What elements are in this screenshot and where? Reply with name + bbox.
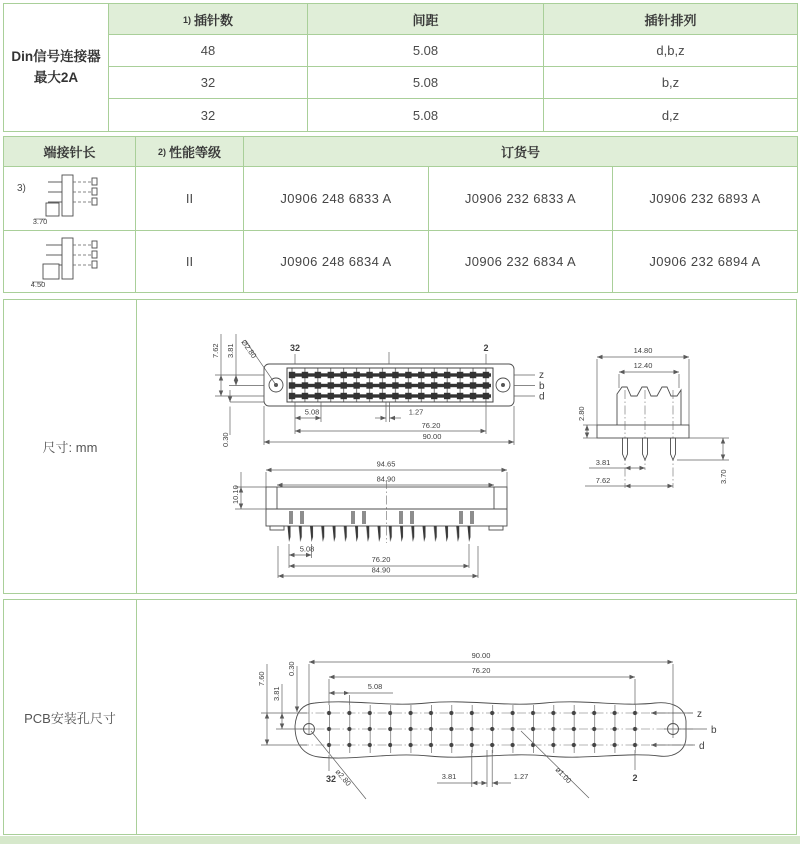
table-row bbox=[4, 35, 798, 67]
arrangement-value: d,b,z bbox=[544, 35, 798, 67]
side-dim-body: 12.40 bbox=[633, 361, 653, 370]
grade-value: II bbox=[136, 231, 244, 293]
rear-dim-pitch: 5.08 bbox=[299, 544, 315, 554]
termination-pin-diagram bbox=[30, 172, 110, 226]
pcb-pin-hole-dia: ø1.00 bbox=[553, 765, 574, 786]
pin-count-value: 32 bbox=[109, 99, 308, 132]
connector-rear-view bbox=[231, 460, 507, 579]
product-name-cell bbox=[4, 4, 109, 132]
front-dim-row-pitch: 3.81 bbox=[226, 343, 235, 358]
product-name-line2: 最大2A bbox=[33, 69, 79, 85]
termination-length-dim: 3.70 bbox=[32, 216, 47, 226]
pcb-dim-381: 3.81 bbox=[441, 772, 457, 781]
pitch-value: 5.08 bbox=[308, 67, 544, 99]
front-row-z-label: z bbox=[539, 370, 544, 381]
product-name-line1: Din信号连接器 bbox=[11, 48, 101, 64]
termination-pin-diagram bbox=[30, 235, 110, 289]
termination-diagram-cell bbox=[4, 167, 136, 231]
front-dim-offset: 0.30 bbox=[221, 432, 230, 447]
pcb-hole-drawing bbox=[137, 600, 796, 834]
front-dim-overall: 90.00 bbox=[422, 432, 442, 441]
rear-dim-height: 10.10 bbox=[231, 485, 240, 504]
col-header-termination: 端接针长 bbox=[4, 137, 136, 167]
footnote-2-marker: 2) bbox=[157, 147, 166, 157]
rear-dim-span: 76.20 bbox=[371, 555, 391, 564]
pin-count-value: 32 bbox=[109, 67, 308, 99]
termination-length-dim: 4.50 bbox=[30, 279, 45, 289]
table-row bbox=[4, 167, 798, 231]
pcb-section bbox=[3, 599, 797, 835]
col-header-pitch: 间距 bbox=[308, 4, 544, 35]
pitch-value: 5.08 bbox=[308, 99, 544, 132]
dimensions-label: 尺寸: mm bbox=[4, 300, 137, 593]
table-row bbox=[4, 67, 798, 99]
order-number: J0906 232 6893 A bbox=[613, 167, 798, 231]
termination-diagram-cell bbox=[4, 231, 136, 293]
grade-value: II bbox=[136, 167, 244, 231]
pcb-row-d-label: d bbox=[699, 741, 705, 752]
order-number: J0906 232 6894 A bbox=[613, 231, 798, 293]
pcb-hole-grid bbox=[300, 705, 693, 753]
pcb-label: PCB安装孔尺寸 bbox=[4, 600, 137, 834]
pcb-mount-hole-dia: ø2.80 bbox=[333, 767, 353, 788]
rear-dim-overall: 94.65 bbox=[376, 459, 396, 469]
rear-dim-top: 84.90 bbox=[376, 474, 396, 484]
connector-front-view bbox=[211, 334, 545, 447]
footnote-1-marker: 1) bbox=[182, 14, 191, 25]
table-row bbox=[4, 99, 798, 132]
pcb-dim-row-pitch: 3.81 bbox=[272, 686, 281, 701]
bottom-accent-strip bbox=[0, 836, 800, 844]
arrangement-value: d,z bbox=[544, 99, 798, 132]
col-header-arrangement: 插针排列 bbox=[544, 4, 798, 35]
rear-dim-pins: 84.90 bbox=[371, 565, 391, 575]
front-row-d-label: d bbox=[539, 391, 545, 403]
front-dim-contact-span: 76.20 bbox=[421, 421, 441, 430]
side-dim-pin-length: 3.70 bbox=[719, 469, 728, 484]
spec-table bbox=[3, 3, 798, 132]
connector-side-view bbox=[577, 346, 729, 488]
pcb-dim-127: 1.27 bbox=[513, 772, 529, 781]
col-header-pin-count: $^{1)}$ 插针数 bbox=[109, 4, 308, 35]
order-number: J0906 232 6833 A bbox=[429, 167, 613, 231]
order-number: J0906 232 6834 A bbox=[429, 231, 613, 293]
pcb-pin-first-label: 32 bbox=[325, 774, 337, 784]
dimension-drawings bbox=[137, 300, 796, 593]
side-dim-pin1: 3.81 bbox=[595, 458, 611, 467]
col-header-order-no: 订货号 bbox=[244, 137, 798, 167]
order-table bbox=[3, 136, 798, 293]
pcb-row-z-label: z bbox=[697, 709, 702, 720]
front-dim-row-span: 7.62 bbox=[211, 343, 220, 358]
table-row bbox=[4, 231, 798, 293]
pcb-dim-offset: 0.30 bbox=[287, 661, 296, 676]
side-dim-flange: 2.80 bbox=[577, 406, 586, 421]
footnote-3-marker: 3) bbox=[17, 183, 26, 194]
front-hole-dia-label: Ø2.80 bbox=[239, 337, 259, 360]
pcb-row-b-label: b bbox=[711, 725, 717, 736]
pin-count-value: 48 bbox=[109, 35, 308, 67]
front-pin-last-label: 2 bbox=[483, 343, 489, 353]
pitch-value: 5.08 bbox=[308, 35, 544, 67]
side-dim-width: 14.80 bbox=[633, 346, 653, 355]
pcb-dim-hole-span: 90.00 bbox=[471, 651, 491, 660]
order-number: J0906 248 6834 A bbox=[244, 231, 429, 293]
col-header-grade: $^{2)}$ 性能等级 bbox=[136, 137, 244, 167]
dimensions-section bbox=[3, 299, 797, 594]
pcb-pin-last-label: 2 bbox=[632, 773, 638, 783]
front-dim-half: 1.27 bbox=[408, 407, 424, 417]
pcb-dim-span: 76.20 bbox=[471, 666, 491, 675]
front-dim-pitch: 5.08 bbox=[304, 407, 320, 417]
arrangement-value: b,z bbox=[544, 67, 798, 99]
front-row-b-label: b bbox=[539, 381, 545, 392]
pcb-dim-row-span: 7.60 bbox=[257, 671, 266, 686]
pcb-dim-pitch: 5.08 bbox=[367, 682, 383, 691]
order-number: J0906 248 6833 A bbox=[244, 167, 429, 231]
front-pin-first-label: 32 bbox=[289, 343, 301, 353]
side-dim-pin2: 7.62 bbox=[595, 476, 611, 485]
